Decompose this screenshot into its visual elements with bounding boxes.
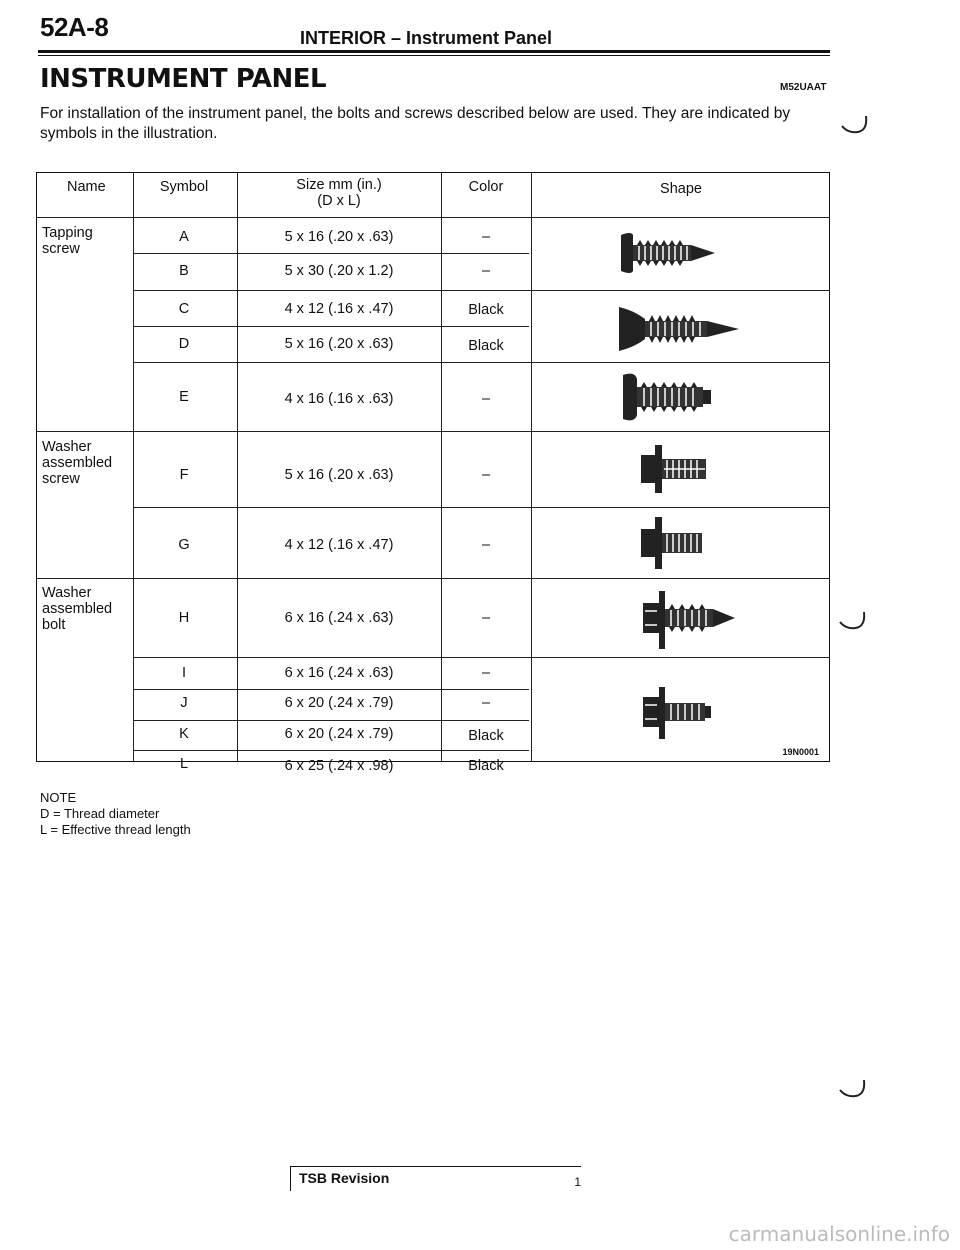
row-size: 5 x 16 (.20 x .63) [284, 229, 394, 245]
row-color: – [481, 537, 491, 553]
row-color: Black [468, 302, 504, 318]
washer-head-screw-icon [633, 443, 713, 495]
row-size: 4 x 12 (.16 x .47) [284, 301, 394, 317]
tsb-revision-box [290, 1166, 581, 1191]
section-code: M52UAAT [780, 82, 827, 93]
oval-head-tapping-screw-icon [615, 301, 745, 357]
row-color: Black [468, 338, 504, 354]
watermark: carmanualsonline.info [728, 1222, 950, 1246]
row-size: 6 x 20 (.24 x .79) [284, 695, 394, 711]
row-size: 6 x 25 (.24 x .98) [284, 758, 394, 774]
tsb-number: 1 [574, 1175, 581, 1189]
note-item-d: D = Thread diameter [40, 806, 160, 821]
illustration-code: 19N0001 [782, 747, 819, 757]
header-shape: Shape [660, 181, 702, 197]
washer-head-screw-icon [633, 515, 713, 571]
note-item-l: L = Effective thread length [40, 822, 191, 837]
group-name: Washer assembled screw [42, 439, 113, 487]
row-symbol: B [179, 263, 189, 279]
binder-mark [836, 608, 872, 638]
row-symbol: I [181, 665, 187, 681]
header-symbol: Symbol [159, 179, 209, 195]
page-number: 52A-8 [40, 12, 109, 42]
header-size: Size mm (in.) [296, 177, 382, 193]
binder-mark [838, 112, 874, 142]
header-size-dims: (D x L) [317, 193, 361, 209]
intro-text: For installation of the instrument panel, the bolts and screws described below are used. They are indicated by symbols in the illustration. [40, 105, 791, 142]
row-size: 5 x 16 (.20 x .63) [284, 336, 394, 352]
header-name: Name [67, 179, 106, 195]
row-symbol: D [178, 336, 190, 352]
row-color: Black [468, 728, 504, 744]
binder-mark [836, 1076, 872, 1106]
header-rule [38, 50, 830, 53]
row-symbol: E [179, 389, 189, 405]
row-symbol: H [178, 610, 190, 626]
header-rule-thin [38, 55, 830, 56]
row-color: – [481, 263, 491, 279]
row-color: – [481, 610, 491, 626]
row-symbol: G [178, 537, 190, 553]
group-name: Washer assembled bolt [42, 585, 113, 633]
truss-head-tapping-screw-icon [617, 371, 727, 423]
row-color: – [481, 229, 491, 245]
section-title: INSTRUMENT PANEL [40, 64, 327, 94]
hex-flange-bolt-icon [633, 685, 723, 741]
row-symbol: J [180, 695, 188, 711]
row-symbol: K [179, 726, 189, 742]
chapter-title: INTERIOR – Instrument Panel [300, 28, 553, 48]
row-size: 6 x 16 (.24 x .63) [284, 665, 394, 681]
row-symbol: L [179, 756, 189, 772]
row-color: – [481, 391, 491, 407]
row-symbol: C [178, 301, 190, 317]
pan-head-tapping-screw-icon [615, 229, 725, 277]
row-color: – [481, 467, 491, 483]
row-size: 5 x 16 (.20 x .63) [284, 467, 394, 483]
row-size: 6 x 20 (.24 x .79) [284, 726, 394, 742]
group-name: Tapping screw [42, 225, 93, 257]
row-size: 5 x 30 (.20 x 1.2) [284, 263, 394, 279]
row-color: – [481, 695, 491, 711]
row-size: 4 x 16 (.16 x .63) [284, 391, 394, 407]
row-size: 4 x 12 (.16 x .47) [284, 537, 394, 553]
hex-flange-bolt-icon [629, 587, 739, 653]
row-color: – [481, 665, 491, 681]
row-size: 6 x 16 (.24 x .63) [284, 610, 394, 626]
tsb-label: TSB Revision [299, 1170, 390, 1186]
note-heading: NOTE [40, 790, 77, 805]
row-symbol: A [179, 229, 189, 245]
fastener-table [36, 172, 830, 774]
row-color: Black [468, 758, 504, 774]
row-symbol: F [179, 467, 189, 483]
header-color: Color [468, 179, 504, 195]
